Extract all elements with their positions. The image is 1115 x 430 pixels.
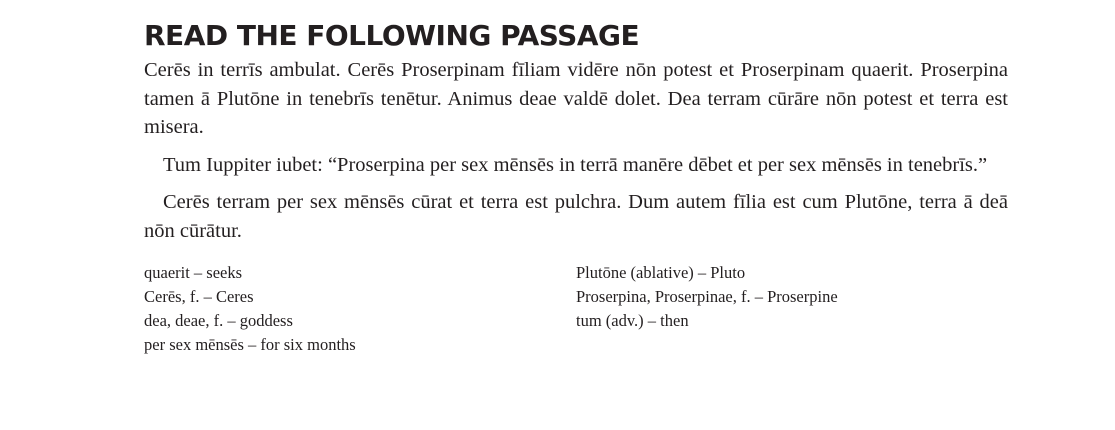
vocabulary-entry: Plutōne (ablative) – Pluto [576, 263, 746, 282]
vocabulary-column-right [576, 261, 1008, 357]
passage-page [144, 18, 1008, 357]
vocabulary-entry: tum (adv.) – then [576, 311, 689, 330]
vocabulary-column-left [144, 261, 576, 357]
passage-paragraph-2: Tum Iuppiter iubet: “Proserpina per sex mēnsēs in terrā manēre dēbet et per sex mēnsēs in tenebrīs.” [163, 153, 988, 176]
vocabulary-entry: dea, deae, f. – goddess [144, 311, 293, 330]
vocabulary-entry: Cerēs, f. – Ceres [144, 287, 254, 306]
vocabulary-entry: per sex mēnsēs – for six months [144, 335, 356, 354]
passage-paragraph-3: Cerēs terram per sex mēnsēs cūrat et terra est pulchra. Dum autem fīlia est cum Plutōne, terra ā deā nōn cūrātur. [144, 191, 1008, 242]
vocabulary-list [144, 261, 1008, 357]
vocabulary-entry: quaerit – seeks [144, 263, 243, 282]
vocabulary-entry: Proserpina, Proserpinae, f. – Proserpine [576, 287, 838, 306]
latin-passage [144, 56, 1008, 245]
page-heading: READ THE FOLLOWING PASSAGE [144, 19, 640, 52]
passage-paragraph-1: Cerēs in terrīs ambulat. Cerēs Proserpinam fīliam vidēre nōn potest et Proserpinam quaerit. Proserpina tamen ā Plutōne in tenebrīs tenētur. Animus deae valdē dolet. Dea terram cūrāre nōn potest et terra est misera. [144, 59, 1008, 138]
